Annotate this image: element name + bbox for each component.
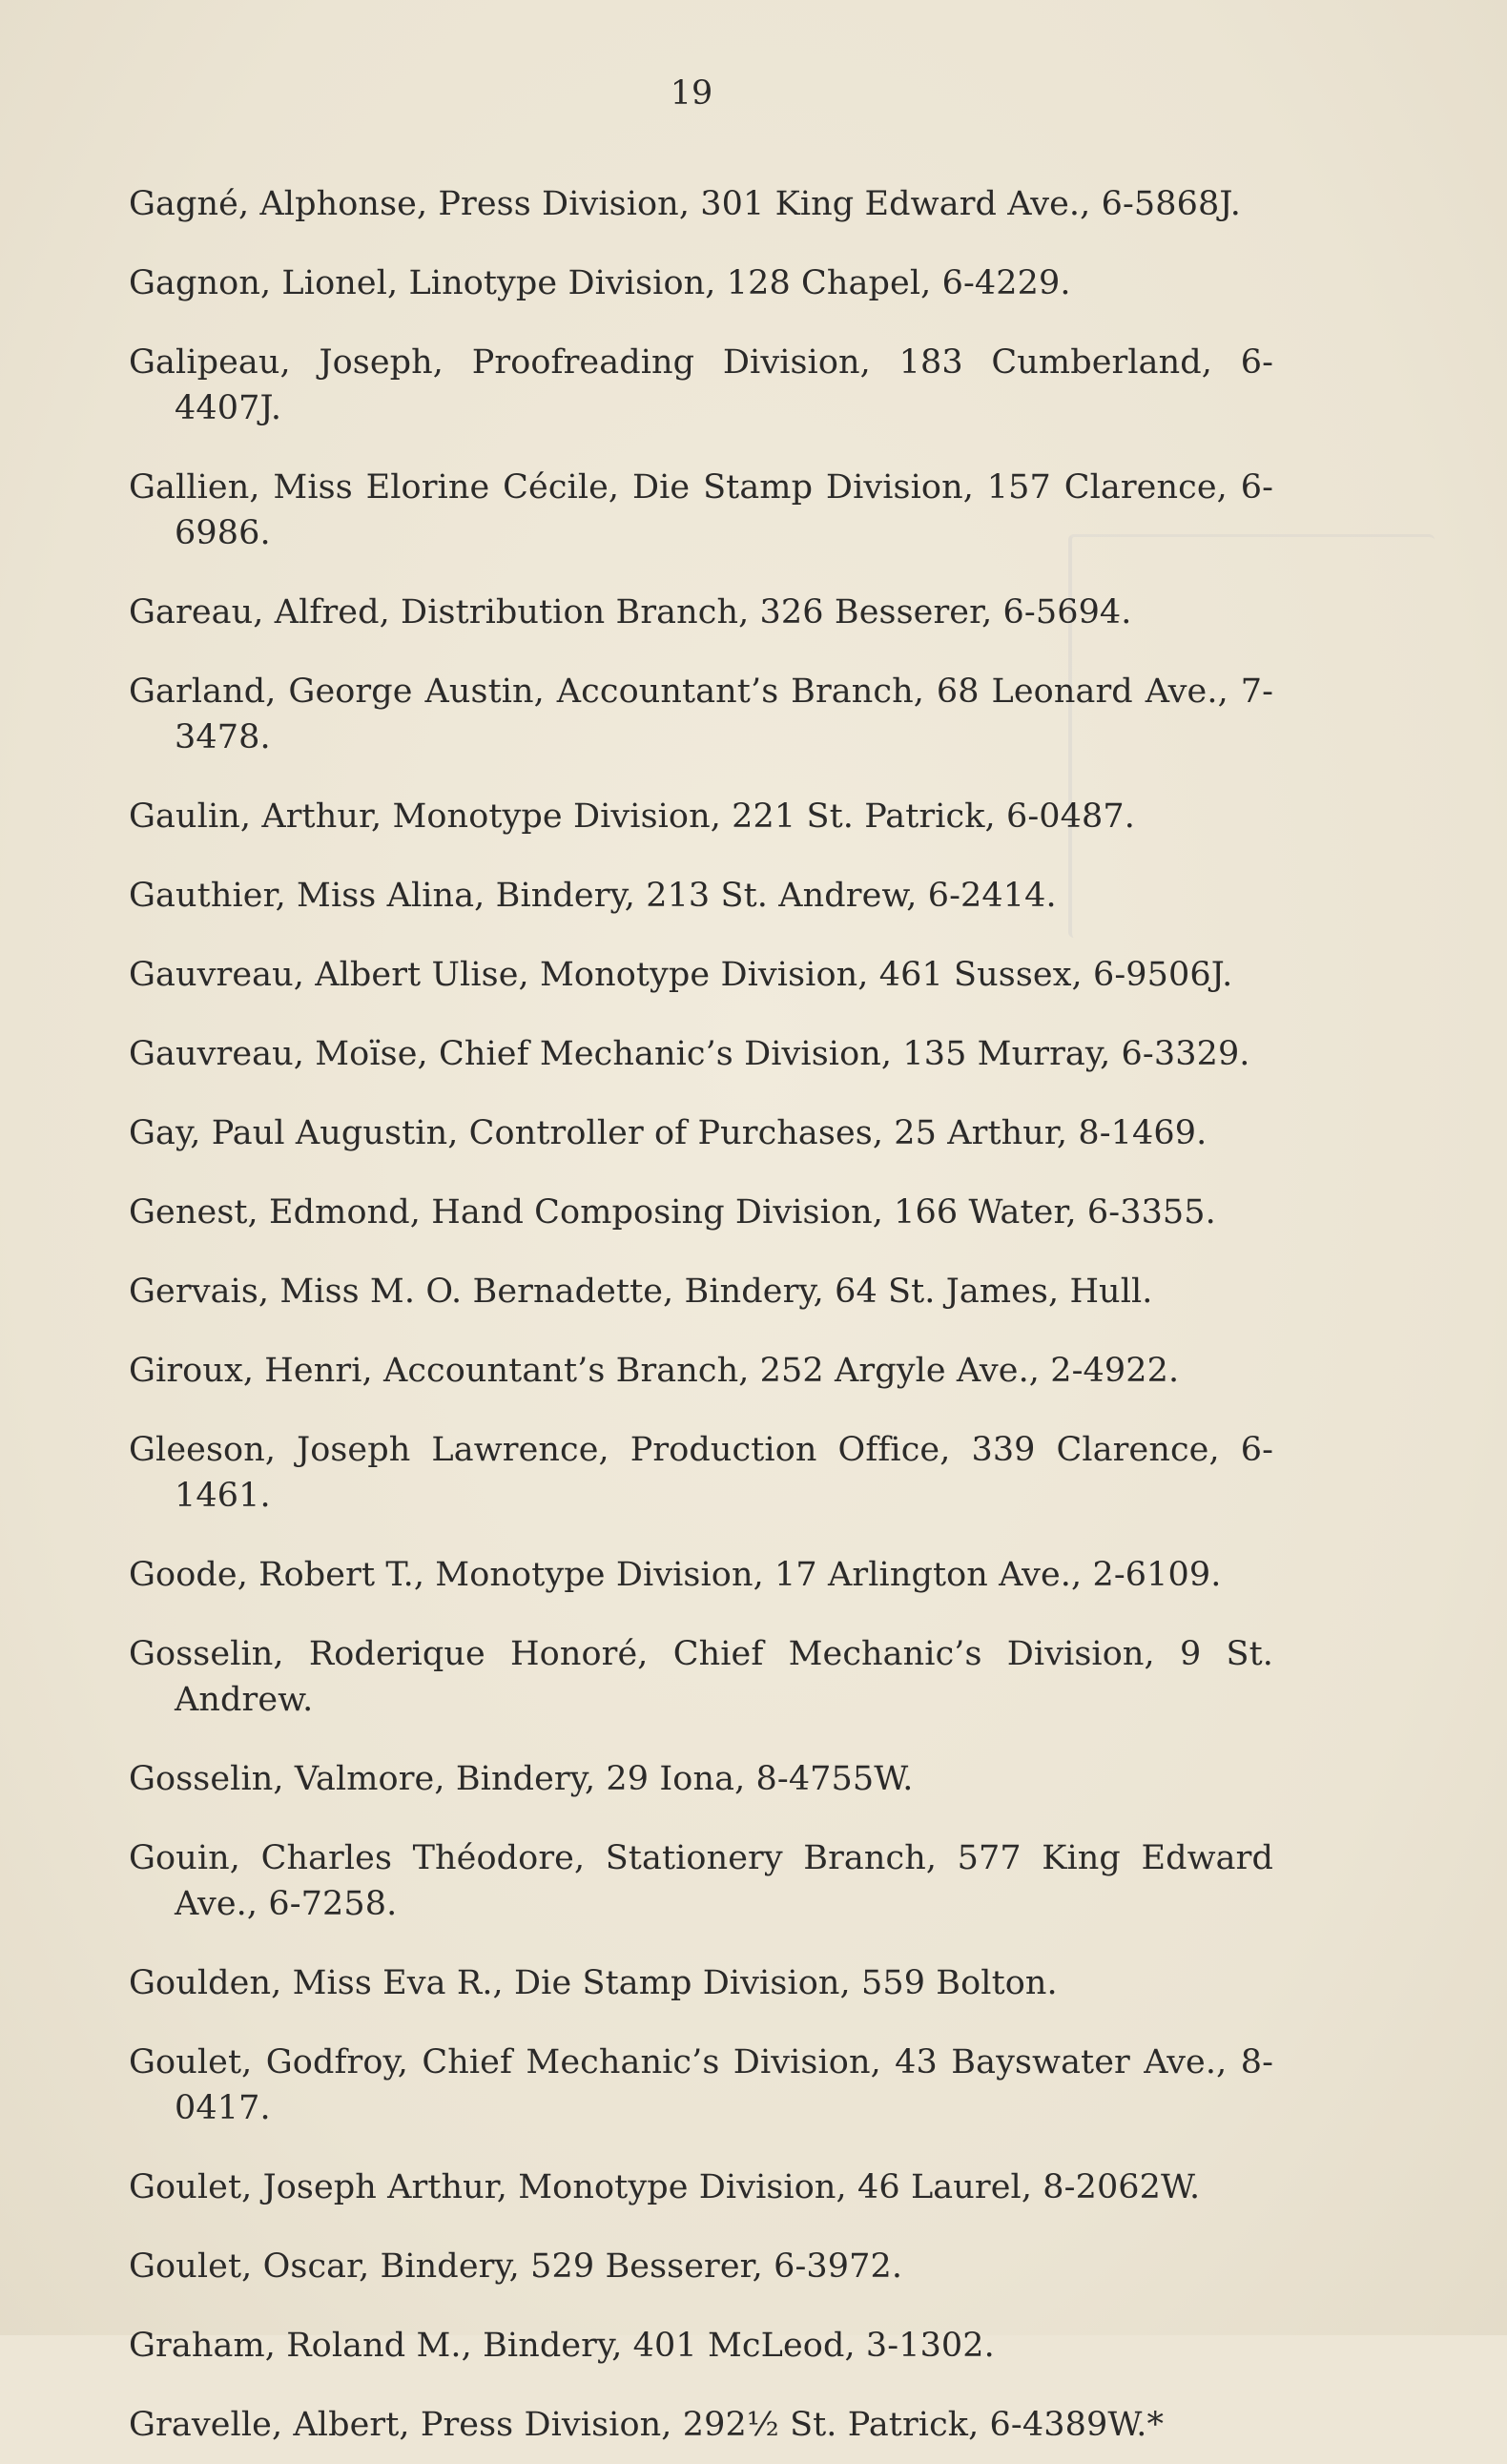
directory-entry: Garland, George Austin, Accountant’s Branch, 68 Leonard Ave., 7-3478. (129, 673, 1273, 756)
directory-entry: Gallien, Miss Elorine Cécile, Die Stamp Division, 157 Clarence, 6-6986. (129, 468, 1273, 552)
directory-entry: Gouin, Charles Théodore, Stationery Branch, 577 King Edward Ave., 6-7258. (129, 1839, 1273, 1923)
directory-entry: Goulet, Oscar, Bindery, 529 Besserer, 6-3972. (129, 2247, 903, 2286)
directory-entry: Goulet, Godfroy, Chief Mechanic’s Division, 43 Bayswater Ave., 8-0417. (129, 2043, 1273, 2127)
directory-entry: Gagnon, Lionel, Linotype Division, 128 Chapel, 6-4229. (129, 264, 1071, 302)
directory-entry: Gauvreau, Moïse, Chief Mechanic’s Division, 135 Murray, 6-3329. (129, 1035, 1250, 1073)
directory-list (129, 148, 1273, 2464)
directory-entry: Goode, Robert T., Monotype Division, 17 Arlington Ave., 2-6109. (129, 1556, 1222, 1594)
directory-entry: Gravelle, Albert, Press Division, 292½ St. Patrick, 6-4389W.* (129, 2406, 1165, 2444)
directory-entry: Gaulin, Arthur, Monotype Division, 221 St. Patrick, 6-0487. (129, 797, 1135, 836)
directory-entry: Gosselin, Valmore, Bindery, 29 Iona, 8-4755W. (129, 1760, 914, 1798)
directory-entry: Gosselin, Roderique Honoré, Chief Mechanic’s Division, 9 St. Andrew. (129, 1635, 1273, 1719)
directory-entry: Gauthier, Miss Alina, Bindery, 213 St. Andrew, 6-2414. (129, 877, 1057, 915)
page-number: 19 (670, 74, 713, 113)
directory-entry: Giroux, Henri, Accountant’s Branch, 252 Argyle Ave., 2-4922. (129, 1352, 1180, 1390)
directory-entry: Goulden, Miss Eva R., Die Stamp Division, 559 Bolton. (129, 1964, 1058, 2002)
directory-entry: Gauvreau, Albert Ulise, Monotype Division, 461 Sussex, 6-9506J. (129, 956, 1233, 994)
directory-entry: Genest, Edmond, Hand Composing Division, 166 Water, 6-3355. (129, 1193, 1216, 1232)
directory-entry: Gleeson, Joseph Lawrence, Production Office, 339 Clarence, 6-1461. (129, 1431, 1273, 1515)
directory-entry: Goulet, Joseph Arthur, Monotype Division, 46 Laurel, 8-2062W. (129, 2168, 1201, 2206)
directory-entry: Gareau, Alfred, Distribution Branch, 326 Besserer, 6-5694. (129, 593, 1132, 632)
directory-entry: Galipeau, Joseph, Proofreading Division, 183 Cumberland, 6-4407J. (129, 343, 1273, 427)
directory-entry: Graham, Roland M., Bindery, 401 McLeod, 3-1302. (129, 2327, 995, 2365)
directory-entry: Gay, Paul Augustin, Controller of Purchases, 25 Arthur, 8-1469. (129, 1114, 1208, 1152)
directory-entry: Gervais, Miss M. O. Bernadette, Bindery, 64 St. James, Hull. (129, 1273, 1153, 1311)
directory-entry: Gagné, Alphonse, Press Division, 301 King Edward Ave., 6-5868J. (129, 185, 1241, 223)
